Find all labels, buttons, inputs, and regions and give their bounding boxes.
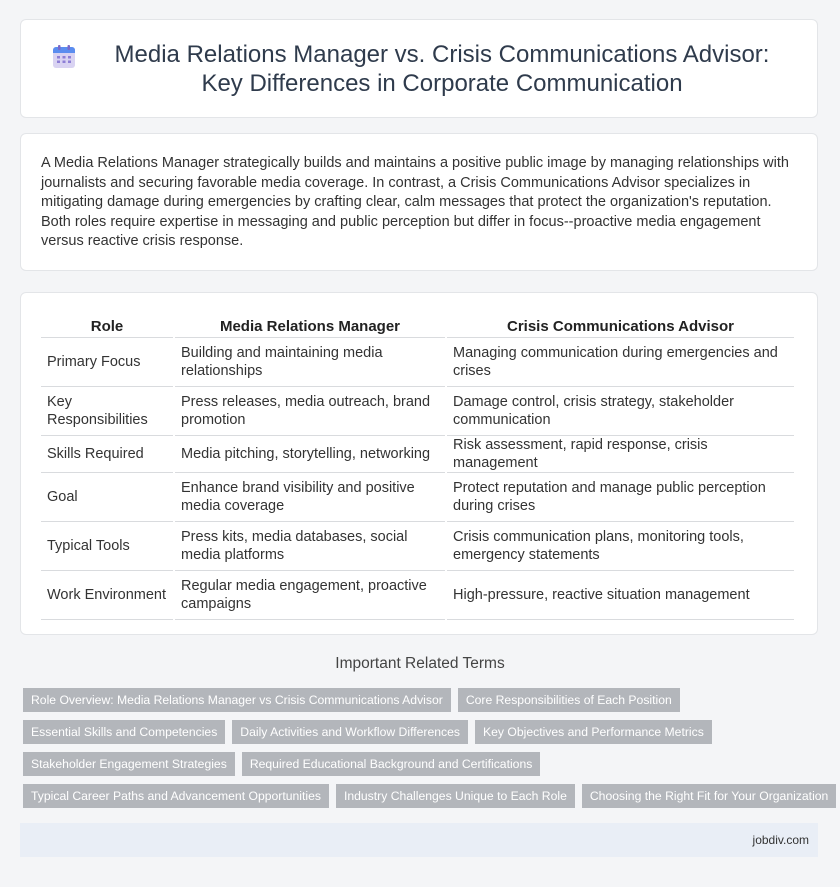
tag-row <box>23 784 829 808</box>
table-cell: Protect reputation and manage public perception during crises <box>447 473 794 522</box>
footer-site-link[interactable]: jobdiv.com <box>752 833 809 847</box>
table-row <box>41 571 794 620</box>
row-label: Goal <box>41 473 173 522</box>
table-row <box>41 436 794 473</box>
comparison-table <box>39 313 796 620</box>
table-header-row <box>41 313 794 338</box>
row-label: Key Responsibilities <box>41 387 173 436</box>
table-cell: High-pressure, reactive situation management <box>447 571 794 620</box>
title-wrap <box>21 40 817 98</box>
tag-row <box>23 752 823 776</box>
table-cell: Press releases, media outreach, brand promotion <box>175 387 445 436</box>
row-label: Work Environment <box>41 571 173 620</box>
related-terms-tags <box>23 688 829 816</box>
row-label: Primary Focus <box>41 338 173 387</box>
related-term-tag[interactable]: Stakeholder Engagement Strategies <box>23 752 235 776</box>
intro-card <box>20 133 818 271</box>
table-cell: Crisis communication plans, monitoring tools, emergency statements <box>447 522 794 571</box>
table-cell: Managing communication during emergencies and crises <box>447 338 794 387</box>
related-term-tag[interactable]: Core Responsibilities of Each Position <box>458 688 680 712</box>
related-term-tag[interactable]: Industry Challenges Unique to Each Role <box>336 784 575 808</box>
comparison-table-card <box>20 292 818 635</box>
header-role: Role <box>41 313 173 338</box>
related-term-tag[interactable]: Typical Career Paths and Advancement Opportunities <box>23 784 329 808</box>
table-row <box>41 473 794 522</box>
table-cell: Media pitching, storytelling, networking <box>175 436 445 473</box>
table-cell: Building and maintaining media relationships <box>175 338 445 387</box>
related-term-tag[interactable]: Choosing the Right Fit for Your Organization <box>582 784 836 808</box>
header-crisis-communications-advisor: Crisis Communications Advisor <box>447 313 794 338</box>
related-term-tag[interactable]: Daily Activities and Workflow Differences <box>232 720 468 744</box>
table-row <box>41 338 794 387</box>
table-row <box>41 387 794 436</box>
table-cell: Damage control, crisis strategy, stakeholder communication <box>447 387 794 436</box>
related-terms-title: Important Related Terms <box>335 655 505 672</box>
header-media-relations-manager: Media Relations Manager <box>175 313 445 338</box>
table-row <box>41 522 794 571</box>
tag-row <box>23 720 823 744</box>
related-term-tag[interactable]: Key Objectives and Performance Metrics <box>475 720 712 744</box>
intro-text: A Media Relations Manager strategically builds and maintains a positive public image by managing relationships with journalists and securing favorable media coverage. In contrast, a Crisis Communications Advisor specializes in mitigating damage during emergencies by crafting clear, calm messages that protect the organization's reputation. Both roles require expertise in messaging and public perception but differ in focus--proactive media engagement versus reactive crisis response. <box>41 155 789 249</box>
related-term-tag[interactable]: Essential Skills and Competencies <box>23 720 225 744</box>
row-label: Typical Tools <box>41 522 173 571</box>
table-cell: Regular media engagement, proactive campaigns <box>175 571 445 620</box>
calendar-icon <box>51 44 77 70</box>
table-cell: Press kits, media databases, social media platforms <box>175 522 445 571</box>
row-label: Skills Required <box>41 436 173 473</box>
table-cell: Risk assessment, rapid response, crisis management <box>447 436 794 473</box>
related-term-tag[interactable]: Role Overview: Media Relations Manager vs Crisis Communications Advisor <box>23 688 451 712</box>
page-title: Media Relations Manager vs. Crisis Communications Advisor: Key Differences in Corporate Communication <box>114 40 770 97</box>
table-cell: Enhance brand visibility and positive media coverage <box>175 473 445 522</box>
tag-row <box>23 688 823 712</box>
header-card <box>20 19 818 118</box>
footer <box>20 823 818 857</box>
related-term-tag[interactable]: Required Educational Background and Certifications <box>242 752 541 776</box>
